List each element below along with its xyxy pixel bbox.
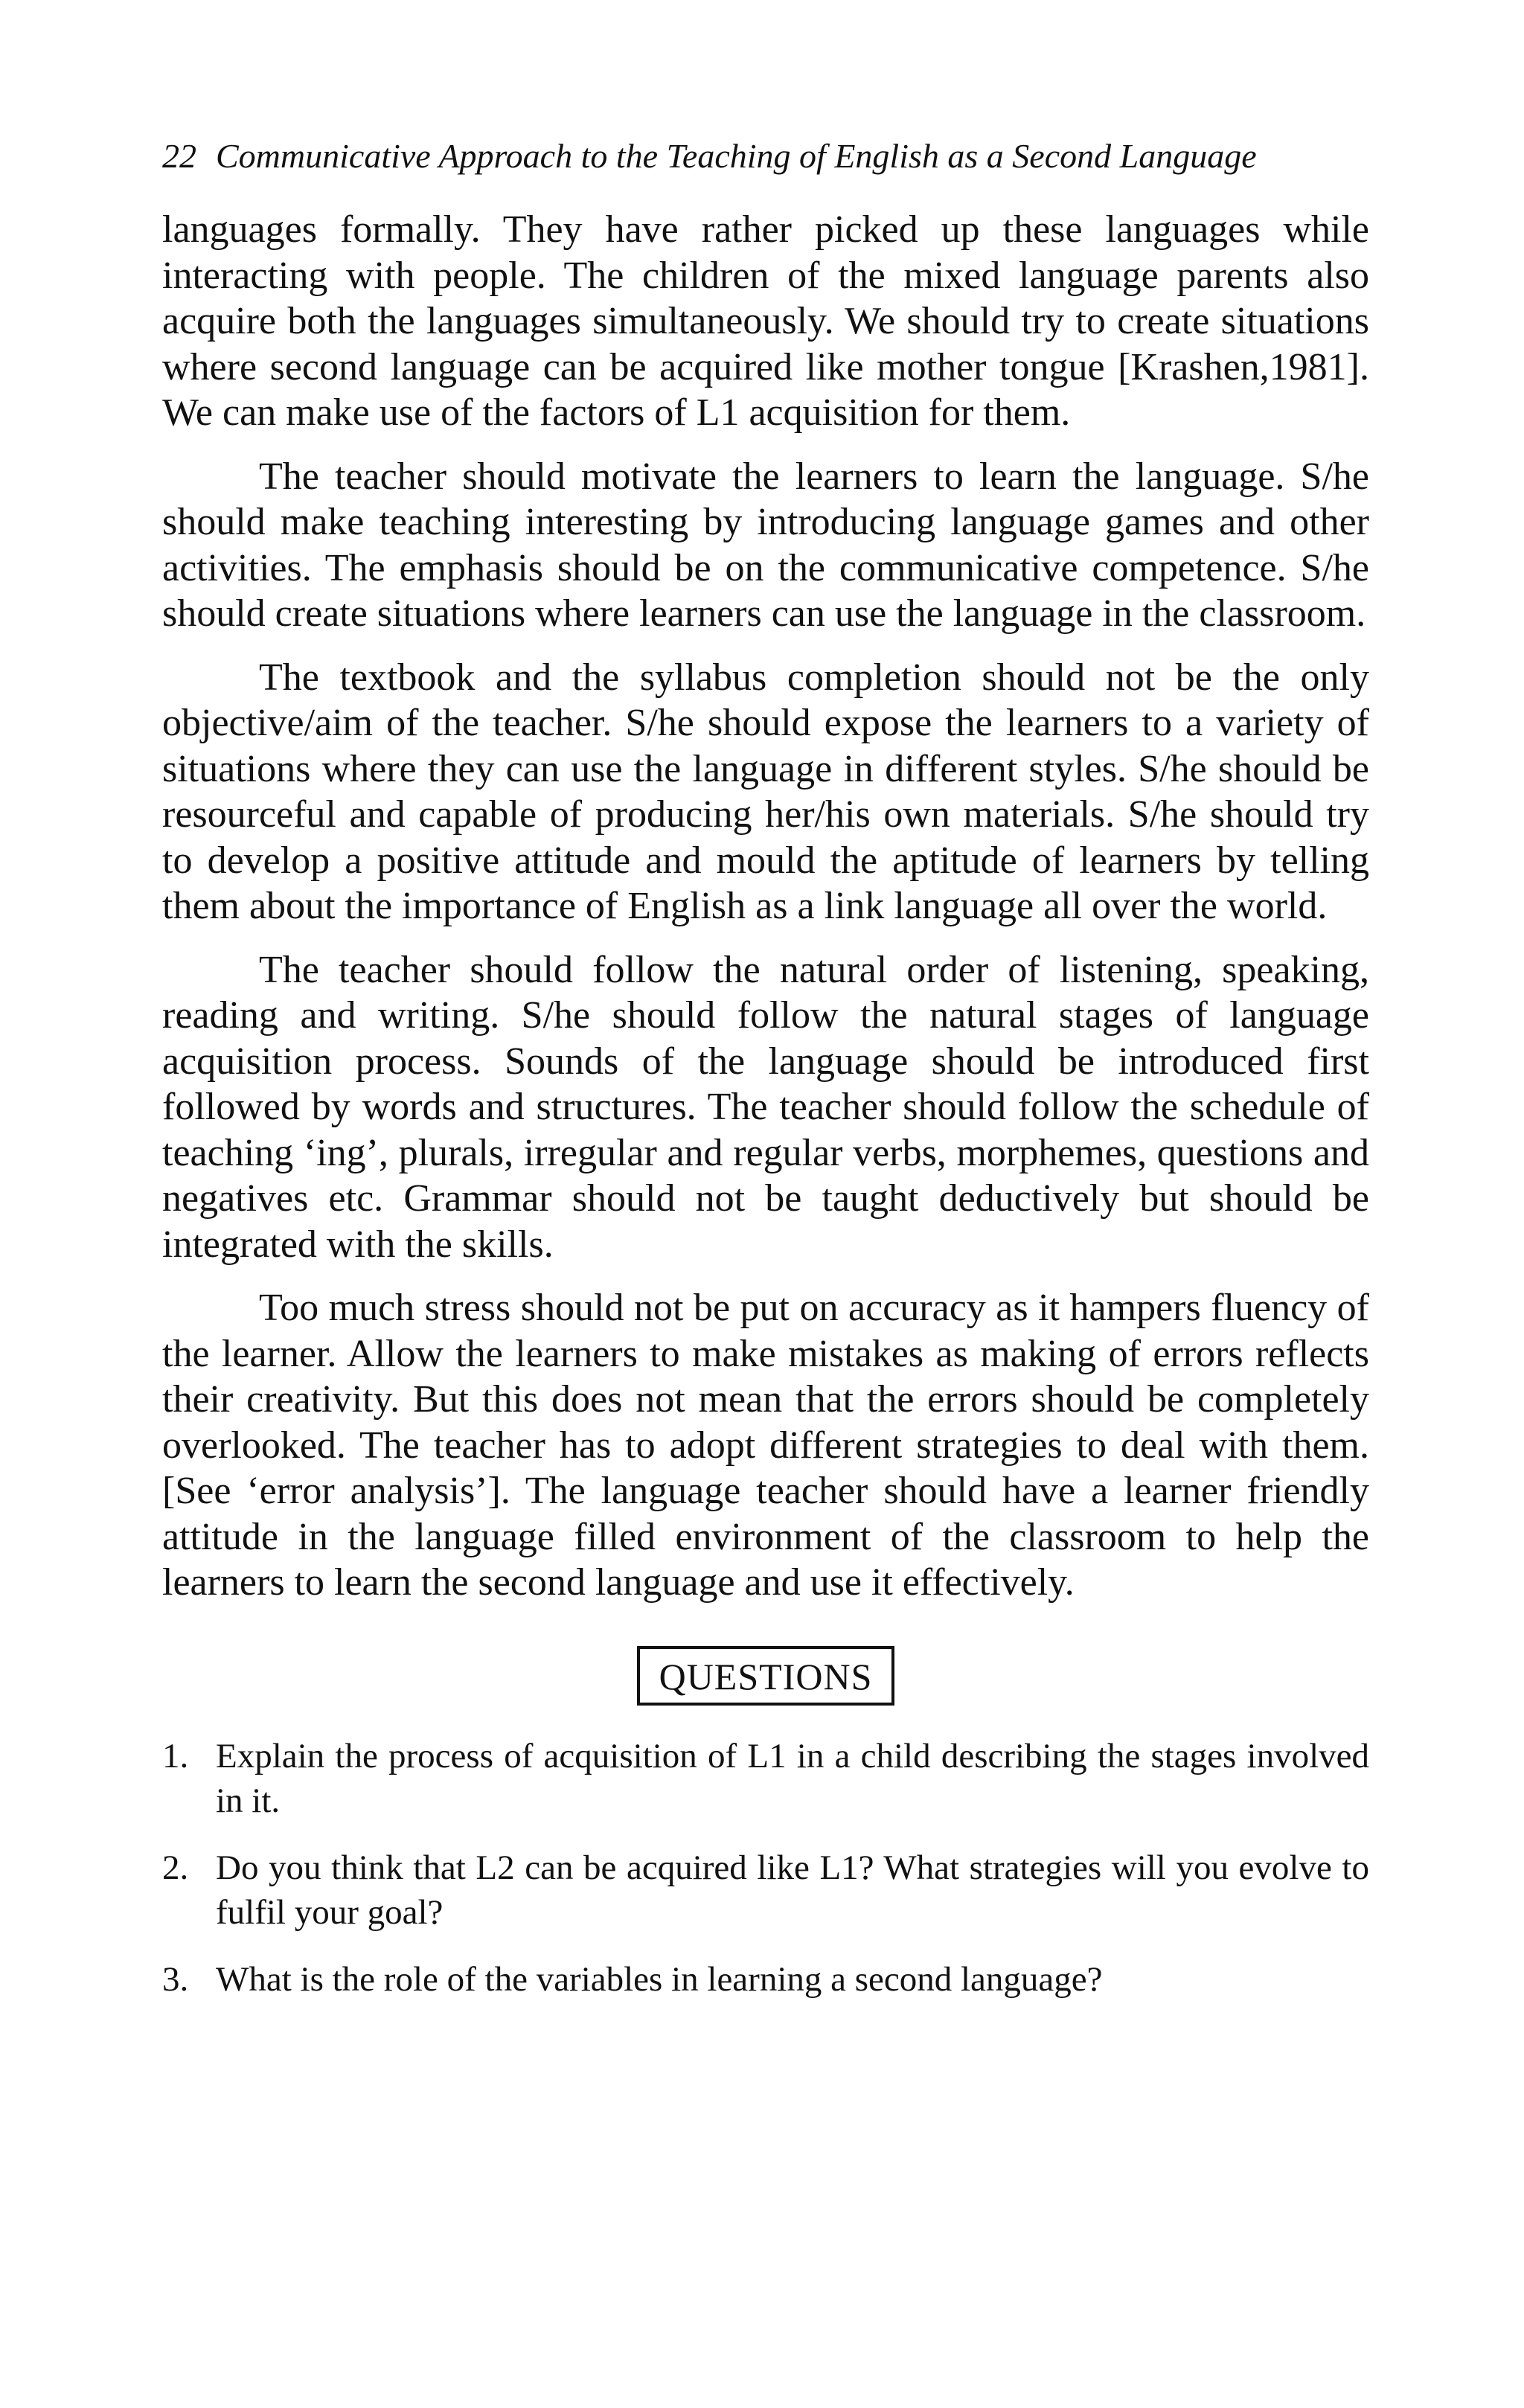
body-paragraph-3: The textbook and the syllabus completion should not be the only objective/aim of the teacher. S/he should expose the learners to a variety of situations where they can use the language in different styles. S/he should be resourceful and capable of producing her/his own materials. S/he should try to develop a positive attitude and mould the aptitude of learners by telling them about the importance of English as a link language all over the world.	[162, 656, 1369, 927]
question-text: Do you think that L2 can be acquired like L1? What strategies will you evolve to fulfil your goal?	[216, 1848, 1369, 1932]
question-number: 2.	[162, 1848, 189, 1887]
body-paragraph-5: Too much stress should not be put on accuracy as it hampers fluency of the learner. Allow the learners to make mistakes as making of errors reflects their creativity. But this does not mean that the errors should be completely overlooked. The teacher has to adopt different strategies to deal with them. [See ‘error analysis’]. The language teacher should have a learner friendly attitude in the language filled environment of the classroom to help the learners to learn the second language and use it effectively.	[162, 1287, 1369, 1604]
body-paragraph-1: languages formally. They have rather picked up these languages while interacting with people. The children of the mixed language parents also acquire both the languages simultaneously. We should try to create situations where second language can be acquired like mother tongue [Krashen,1981]. We can make use of the factors of L1 acquisition for them.	[162, 208, 1369, 434]
body-paragraph-2: The teacher should motivate the learners to learn the language. S/he should make teaching interesting by introducing language games and other activities. The emphasis should be on the communicative competence. S/he should create situations where learners can use the language in the classroom.	[162, 455, 1369, 635]
question-text: Explain the process of acquisition of L1 in a child describing the stages involved in it.	[216, 1736, 1369, 1820]
questions-list	[162, 1734, 1369, 2002]
question-item	[162, 1957, 1369, 2002]
book-page	[162, 134, 1369, 2024]
question-item	[162, 1845, 1369, 1935]
running-title: Communicative Approach to the Teaching of English as a Second Language	[216, 137, 1257, 175]
questions-heading: QUESTIONS	[637, 1646, 895, 1706]
question-number: 1.	[162, 1736, 189, 1775]
page-number: 22	[162, 137, 196, 175]
question-number: 3.	[162, 1959, 189, 1999]
body-paragraph-4: The teacher should follow the natural order of listening, speaking, reading and writing. S/he should follow the natural stages of language acquisition process. Sounds of the language should be introduced first followed by words and structures. The teacher should follow the schedule of teaching ‘ing’, plurals, irregular and regular verbs, morphemes, questions and negatives etc. Grammar should not be taught deductively but should be integrated with the skills.	[162, 948, 1369, 1266]
question-text: What is the role of the variables in learning a second language?	[216, 1959, 1103, 1999]
running-head	[162, 134, 1369, 179]
questions-heading-wrap	[162, 1646, 1369, 1706]
question-item	[162, 1734, 1369, 1823]
